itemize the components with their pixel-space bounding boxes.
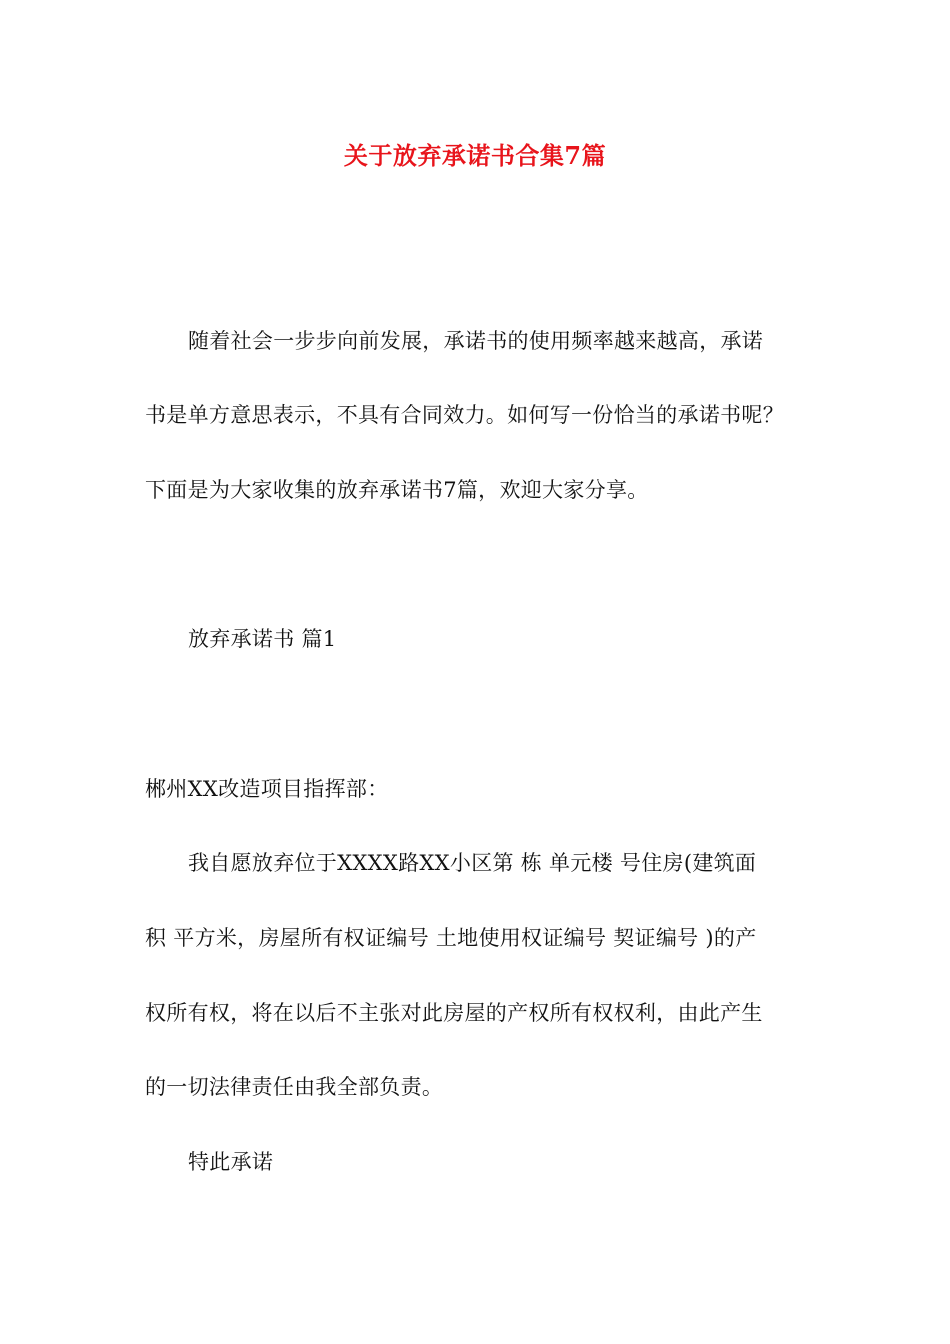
intro-line-3: 下面是为大家收集的放弃承诺书7篇，欢迎大家分享。 (145, 478, 649, 502)
body-line-2: 积 平方米，房屋所有权证编号 土地使用权证编号 契证编号 )的产 (145, 926, 757, 950)
intro-line-1: 随着社会一步步向前发展，承诺书的使用频率越来越高，承诺 (188, 329, 764, 353)
section-heading: 放弃承诺书 篇1 (188, 627, 337, 651)
intro-line-2: 书是单方意思表示，不具有合同效力。如何写一份恰当的承诺书呢？ (145, 403, 784, 427)
body-line-1: 我自愿放弃位于XXXX路XX小区第 栋 单元楼 号住房(建筑面 (188, 851, 757, 875)
document-title: 关于放弃承诺书合集7篇 (343, 141, 607, 170)
body-line-3: 权所有权，将在以后不主张对此房屋的产权所有权权利，由此产生 (145, 1001, 763, 1025)
addressee: 郴州XX改造项目指挥部： (145, 777, 389, 801)
body-line-4: 的一切法律责任由我全部负责。 (145, 1075, 444, 1099)
closing-text: 特此承诺 (188, 1150, 274, 1174)
